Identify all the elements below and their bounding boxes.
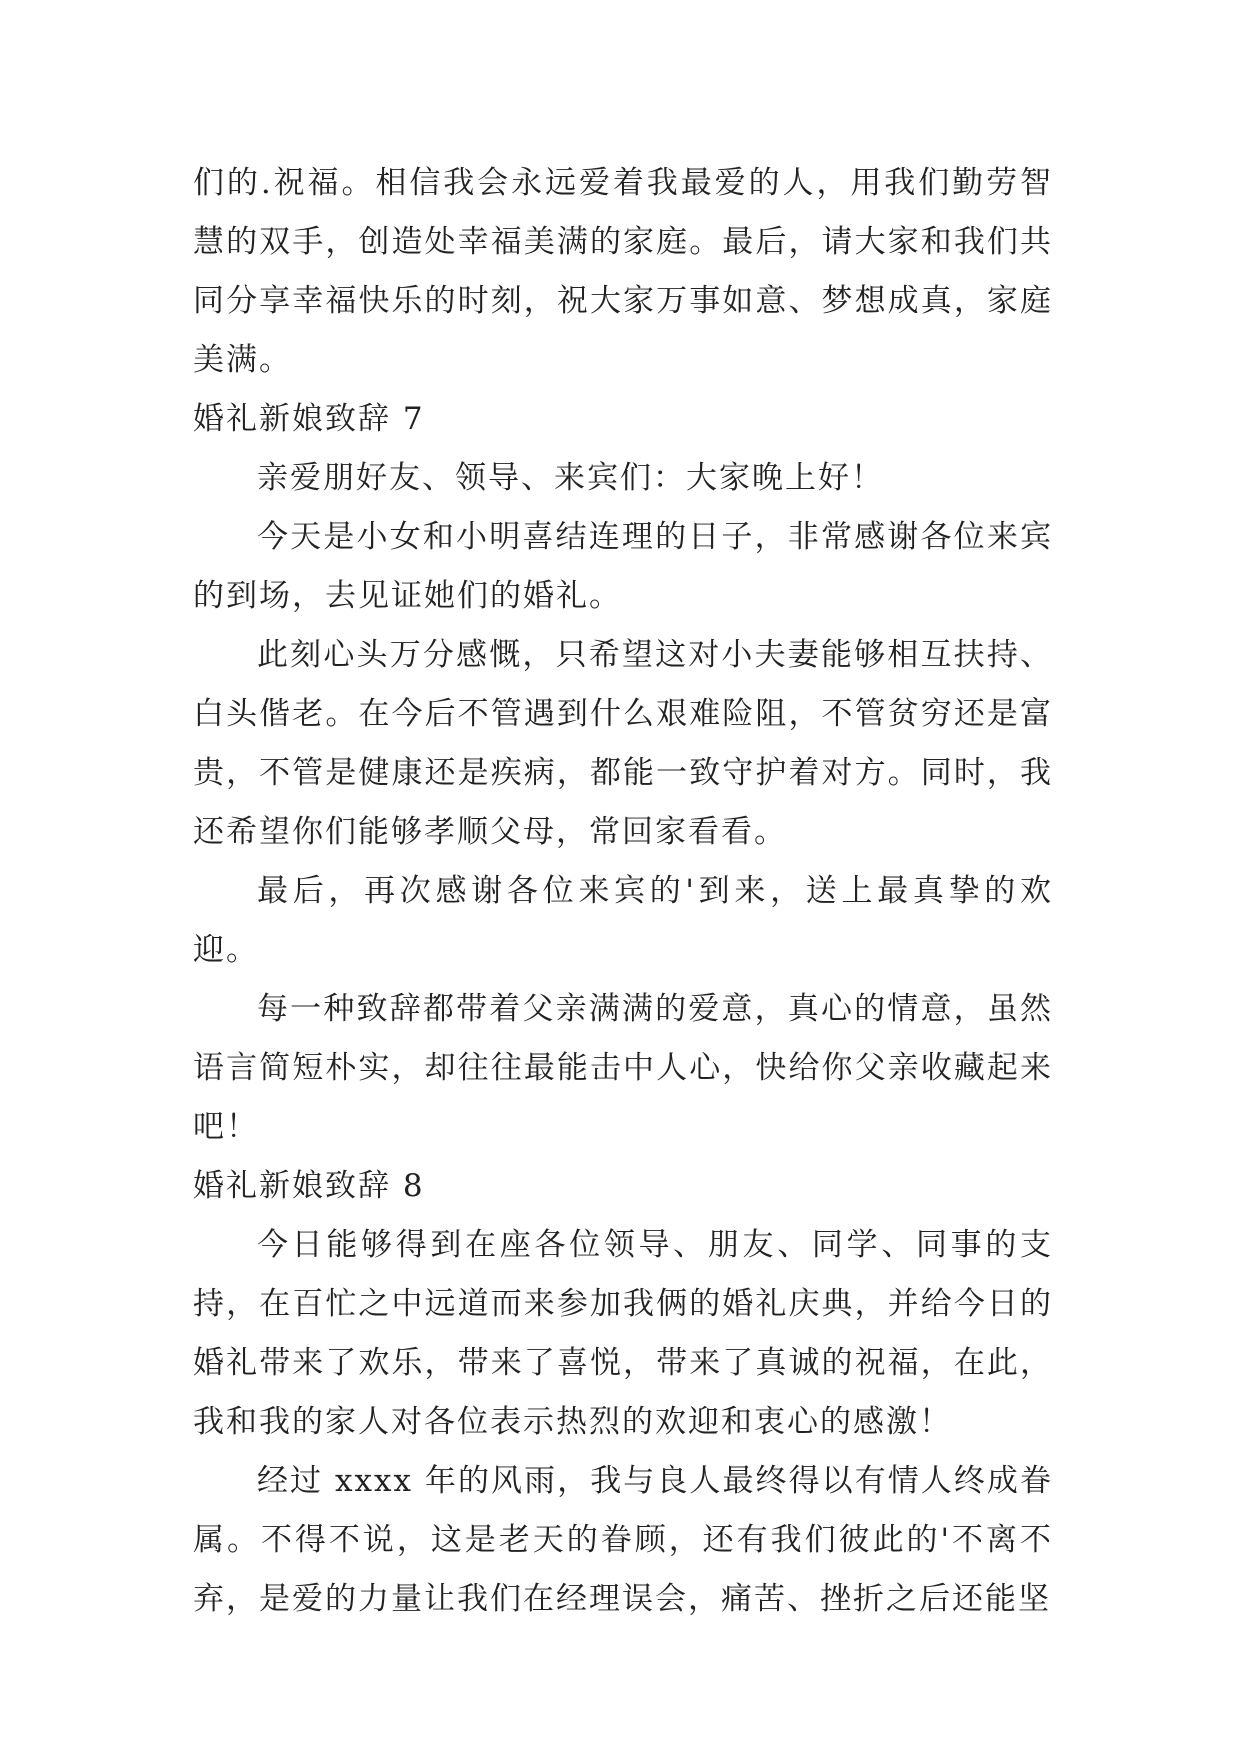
paragraph: 此刻心头万分感慨，只希望这对小夫妻能够相互扶持、白头偕老。在今后不管遇到什么艰难险阻，不管贫穷还是富贵，不管是健康还是疾病，都能一致守护着对方。同时，我还希望你们能够孝顺父母，常回家看看。	[193, 637, 1053, 850]
continuation-paragraph: 们的.祝福。相信我会永远爱着我最爱的人，用我们勤劳智慧的双手，创造处幸福美满的家庭。最后，请大家和我们共同分享幸福快乐的时刻，祝大家万事如意、梦想成真，家庭美满。	[193, 165, 1053, 378]
section-heading-8: 婚礼新娘致辞 8	[193, 1168, 425, 1204]
paragraph: 亲爱朋好友、领导、来宾们：大家晚上好！	[257, 460, 884, 496]
paragraph: 最后，再次感谢各位来宾的'到来，送上最真挚的欢迎。	[193, 873, 1053, 968]
paragraph: 每一种致辞都带着父亲满满的爱意，真心的情意，虽然语言简短朴实，却往往最能击中人心，快给你父亲收藏起来吧！	[193, 991, 1053, 1145]
section-heading-7: 婚礼新娘致辞 7	[193, 401, 425, 437]
paragraph: 今日能够得到在座各位领导、朋友、同学、同事的支持，在百忙之中远道而来参加我俩的婚礼庆典，并给今日的婚礼带来了欢乐，带来了喜悦，带来了真诚的祝福，在此，我和我的家人对各位表示热烈的欢迎和衷心的感激！	[193, 1227, 1053, 1440]
document-body	[193, 154, 1053, 1629]
paragraph: 经过 xxxx 年的风雨，我与良人最终得以有情人终成眷属。不得不说，这是老天的眷顾，还有我们彼此的'不离不弃，是爱的力量让我们在经理误会，痛苦、挫折之后还能坚	[193, 1463, 1053, 1617]
paragraph: 今天是小女和小明喜结连理的日子，非常感谢各位来宾的到场，去见证她们的婚礼。	[193, 519, 1053, 614]
